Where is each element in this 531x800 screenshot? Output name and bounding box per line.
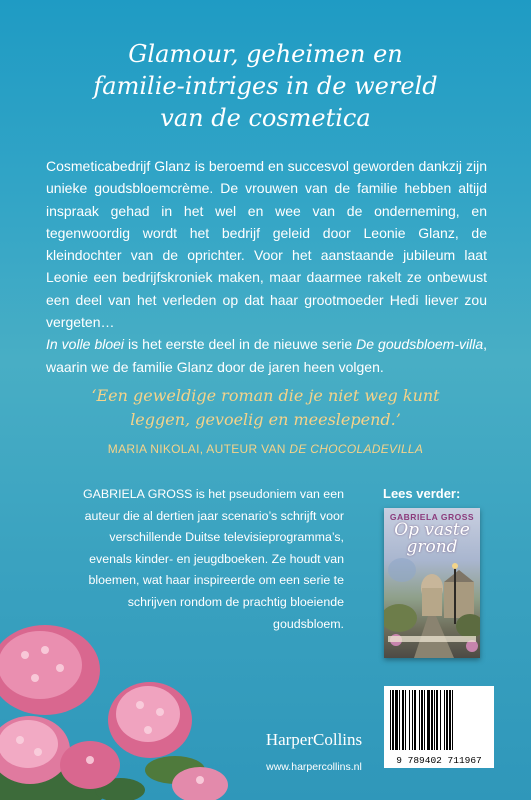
series-text: is het eerste deel in de nieuwe serie	[124, 336, 357, 353]
barcode-bar	[405, 690, 406, 750]
barcode-bars	[384, 686, 494, 752]
series-name: De goudsbloem-villa	[356, 336, 484, 353]
headline-line: familie-intriges in de wereld	[93, 72, 438, 100]
author-bio: GABRIELA GROSS is het pseudoniem van een auteur die al dertien jaar scenario’s schrijft voor verschillende Duitse televisieprogramma’s, evenals kinder- en jeugdboeken. Ze houdt van bloemen, wat haar inspireerde om een serie te schrijven rondom de prachtig bloeiende goudsbloem.	[82, 487, 344, 631]
barcode-bar	[449, 690, 451, 750]
barcode-bar	[444, 690, 445, 750]
lees-verder-label: Lees verder:	[383, 486, 461, 501]
barcode-bar	[419, 690, 420, 750]
publisher-logo: HarperCollins	[265, 730, 363, 749]
barcode-bar	[424, 690, 425, 750]
barcode-bar	[390, 690, 391, 750]
headline-line: van de cosmetica	[160, 104, 371, 132]
barcode-bar	[440, 690, 441, 750]
barcode-bar	[395, 690, 398, 750]
blurb	[46, 155, 487, 378]
quote-source-prefix: MARIA NIKOLAI, AUTEUR VAN	[107, 442, 290, 456]
quote-source-book: DE CHOCOLADEVILLA	[289, 442, 424, 456]
headline-line: Glamour, geheimen en	[128, 40, 403, 68]
barcode-bar	[446, 690, 448, 750]
barcode	[384, 686, 494, 768]
barcode-bar	[399, 690, 400, 750]
next-book-title: Op vaste grond	[394, 520, 470, 557]
barcode-bar	[436, 690, 438, 750]
publisher-website: www.harpercollins.nl	[266, 761, 362, 773]
barcode-bar	[434, 690, 435, 750]
barcode-bar	[431, 690, 433, 750]
barcode-bar	[409, 690, 410, 750]
headline	[40, 38, 491, 134]
barcode-number: 9 789402 711967	[396, 755, 482, 766]
review-quote: ‘Een geweldige roman die je niet weg kunt leggen, gevoelig en meeslepend.’	[91, 386, 440, 429]
quote-source	[40, 442, 491, 456]
series-paragraph	[46, 333, 487, 378]
barcode-bar	[414, 690, 416, 750]
blurb-paragraph: Cosmeticabedrijf Glanz is beroemd en succesvol geworden dankzij zijn unieke goudsbloemcrème. De vrouwen van de familie hebben altijd inspraak gehad in het wel en wee van de onderneming, en tegenwoordig wordt het bedrijf geleid door Leonie Glanz, de kleindochter van de oprichter. Voor het aanstaande jubileum laat Leonie een bedrijfskroniek maken, maar daarmee rakelt ze onbewust een deel van het verleden op dat haar grootmoeder Hedi liever zou vergeten…	[46, 158, 487, 331]
series-end: , waarin we de familie Glanz door de jaren heen volgen.	[46, 336, 487, 375]
barcode-bar	[402, 690, 404, 750]
hydrangea-illustration	[0, 610, 250, 800]
barcode-bar	[421, 690, 423, 750]
barcode-bar	[412, 690, 413, 750]
barcode-bar	[392, 690, 394, 750]
next-book-author: GABRIELA GROSS	[389, 512, 475, 522]
barcode-bar	[427, 690, 430, 750]
next-book-cover	[384, 508, 480, 658]
barcode-bar	[452, 690, 453, 750]
series-title: In volle bloei	[46, 336, 125, 353]
